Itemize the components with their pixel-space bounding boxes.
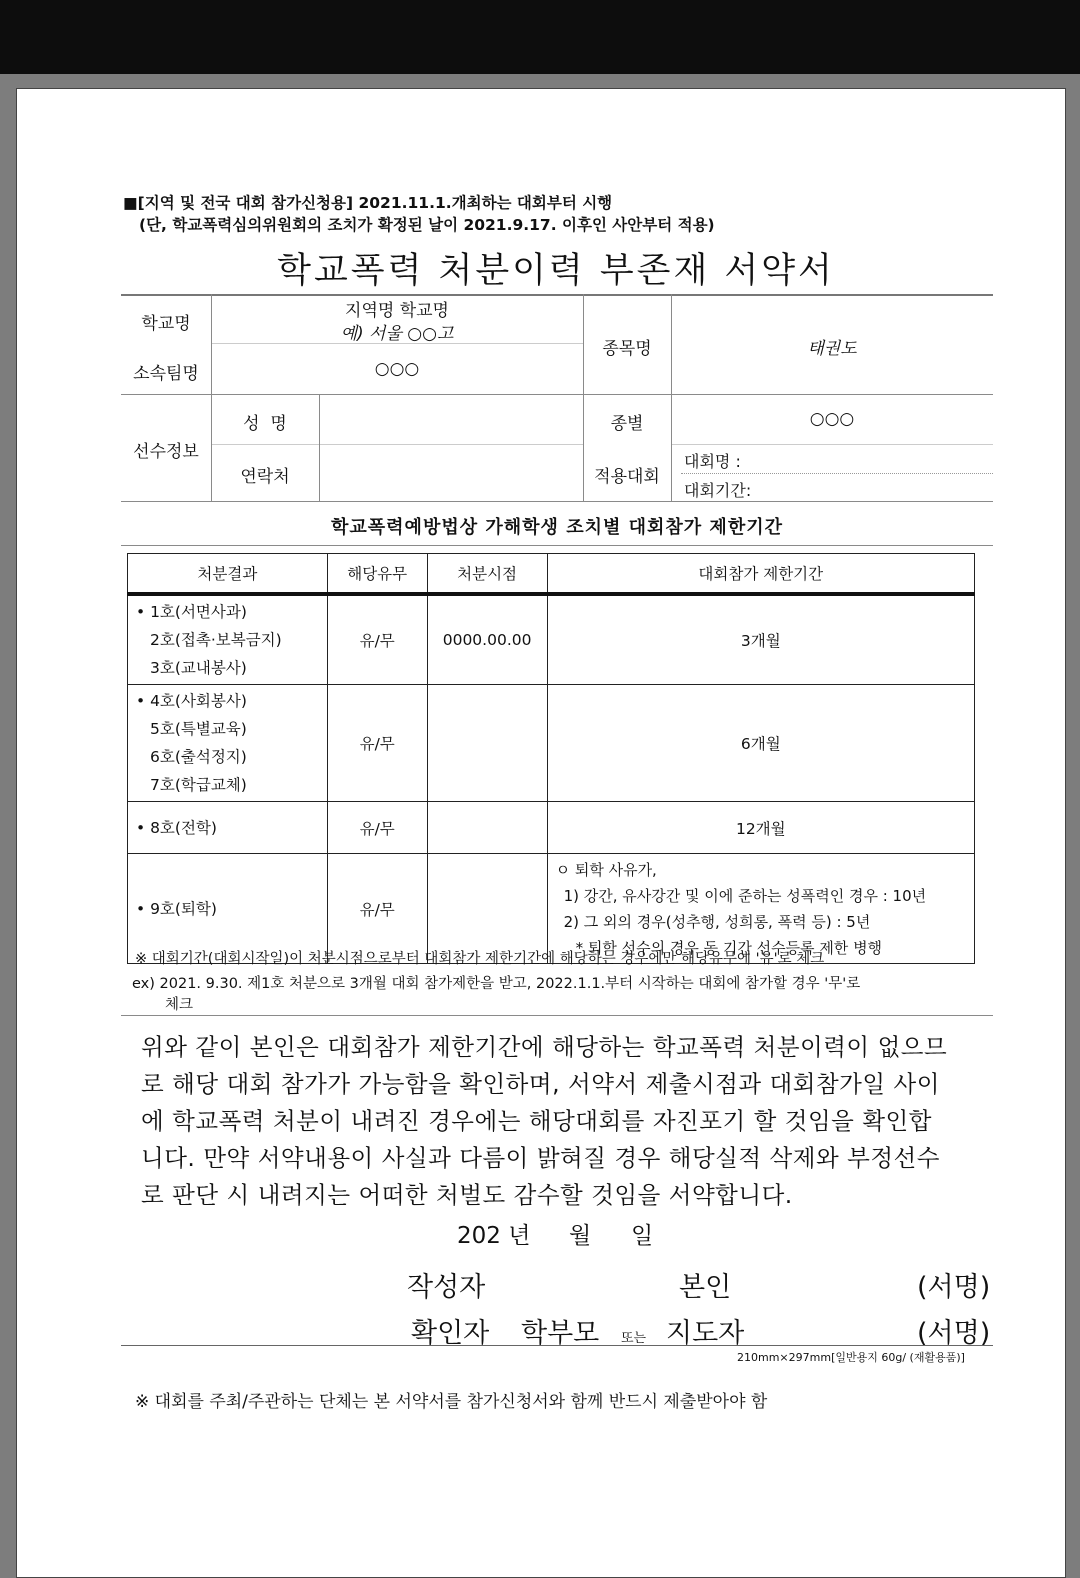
team-value: ○○○ xyxy=(374,359,420,379)
table-header-row xyxy=(128,554,975,595)
confirmer-label: 확인자 xyxy=(411,1318,490,1349)
table-row xyxy=(128,685,975,802)
pledge-line-4: 니다. 만약 서약내용이 사실과 다름이 밝혀질 경우 해당실적 삭제와 부정선수 xyxy=(141,1144,940,1172)
sport-value: 태권도 xyxy=(807,339,857,359)
school-value-line-2: 예) 서울 ○○고 xyxy=(340,324,454,344)
signature-rule xyxy=(121,1345,993,1346)
header-restriction-period: 대회참가 제한기간 xyxy=(547,554,974,595)
applicable-cell[interactable]: 유/무 xyxy=(327,594,427,685)
header-disposition: 처분결과 xyxy=(128,554,328,595)
note-line-2: ex) 2021. 9.30. 제1호 처분으로 3개월 대회 참가제한을 받고, 2022.1.1.부터 시작하는 대회에 참가할 경우 '무'로 xyxy=(132,976,861,992)
top-bar xyxy=(0,0,1080,74)
competition-period-label: 대회기간: xyxy=(684,481,752,500)
applicable-cell[interactable]: 유/무 xyxy=(327,802,427,854)
notice-line-2: (단, 학교폭력심의위원회의 조치가 확정된 날이 2021.9.17. 이후인 사안부터 적용) xyxy=(139,216,715,234)
note-line-3: 체크 xyxy=(165,997,194,1013)
period-cell: 6개월 xyxy=(547,685,974,802)
section-title: 학교폭력예방법상 가해학생 조치별 대회참가 제한기간 xyxy=(331,517,783,538)
document-title: 학교폭력 처분이력 부존재 서약서 xyxy=(277,251,835,291)
pledge-line-1: 위와 같이 본인은 대회참가 제한기간에 해당하는 학교폭력 처분이력이 없으므 xyxy=(141,1033,948,1061)
pledge-line-5: 로 판단 시 내려지는 어떠한 처벌도 감수할 것임을 서약합니다. xyxy=(141,1181,793,1209)
period-cell: 3개월 xyxy=(547,594,974,685)
disposition-item: • 1호(서면사과) xyxy=(136,603,247,621)
contact-label: 연락처 xyxy=(240,467,290,487)
expulsion-reason-line: * 퇴학 선수의 경우 동 기간 선수등록 제한 병행 xyxy=(575,938,883,957)
table-row xyxy=(128,854,975,964)
date-year[interactable]: 202 년 xyxy=(457,1223,531,1249)
disposition-cell xyxy=(128,802,328,854)
notice-line-1: ■[지역 및 전국 대회 참가신청용] 2021.11.1.개최하는 대회부터 시행 xyxy=(123,194,613,212)
date-cell[interactable] xyxy=(427,802,547,854)
note-line-1: ※ 대회기간(대회시작일)이 처분시점으로부터 대회참가 제한기간에 해당하는 경우에만 해당유무에 '유'로 체크 xyxy=(135,951,825,967)
event-value: ○○○ xyxy=(809,409,855,429)
date-month[interactable]: 월 xyxy=(569,1223,592,1249)
team-label: 소속팀명 xyxy=(133,364,199,384)
disposition-item: 2호(접촉·보복금지) xyxy=(150,631,282,649)
pledge-line-3: 에 학교폭력 처분이 내려진 경우에는 해당대회를 자진포기 할 것임을 확인합 xyxy=(141,1107,932,1135)
disposition-item: 3호(교내봉사) xyxy=(150,659,247,677)
disposition-item: 6호(출석정지) xyxy=(150,748,247,766)
disposition-cell xyxy=(128,685,328,802)
school-label: 학교명 xyxy=(141,314,191,334)
date-cell[interactable] xyxy=(427,854,547,964)
applicable-cell[interactable]: 유/무 xyxy=(327,854,427,964)
info-event-divider xyxy=(671,444,993,445)
name-label: 성 명 xyxy=(243,414,287,434)
disposition-item: • 4호(사회봉사) xyxy=(136,692,247,710)
event-label: 종별 xyxy=(610,414,644,434)
writer-signature[interactable]: (서명) xyxy=(917,1272,991,1303)
school-value-line-1: 지역명 학교명 xyxy=(345,301,449,321)
writer-role: 본인 xyxy=(679,1272,732,1303)
paper-spec: 210mm×297mm[일반용지 60g/ (재활용품)] xyxy=(737,1351,965,1364)
pledge-line-2: 로 해당 대회 참가가 가능함을 확인하며, 서약서 제출시점과 대회참가일 사이 xyxy=(141,1070,940,1098)
disposition-cell xyxy=(128,594,328,685)
date-cell[interactable]: 0000.00.00 xyxy=(427,594,547,685)
period-cell: 12개월 xyxy=(547,802,974,854)
athlete-label: 선수정보 xyxy=(133,442,199,462)
info-bottom-rule xyxy=(121,501,993,502)
header-disposition-date: 처분시점 xyxy=(427,554,547,595)
info-col-line-2 xyxy=(319,394,320,501)
writer-label: 작성자 xyxy=(407,1272,486,1303)
competition-name-label: 대회명 : xyxy=(684,452,741,471)
info-competition-dotted xyxy=(681,473,993,474)
restriction-table xyxy=(127,553,975,964)
expulsion-reason-line: ㅇ 퇴학 사유가, xyxy=(555,860,657,879)
disposition-cell xyxy=(128,854,328,964)
date-cell[interactable] xyxy=(427,685,547,802)
info-mid-rule xyxy=(121,394,993,395)
date-day[interactable]: 일 xyxy=(631,1223,654,1249)
table-row xyxy=(128,594,975,685)
expulsion-period-cell xyxy=(547,854,974,964)
disposition-item: • 9호(퇴학) xyxy=(136,899,217,918)
footer-note: ※ 대회를 주최/주관하는 단체는 본 서약서를 참가신청서와 함께 반드시 제출받아야 함 xyxy=(135,1392,768,1412)
section-rule xyxy=(121,545,993,546)
disposition-item: 5호(특별교육) xyxy=(150,720,247,738)
header-applicable: 해당유무 xyxy=(327,554,427,595)
sport-label: 종목명 xyxy=(602,339,652,359)
document-page xyxy=(16,88,1066,1578)
confirmer-signature[interactable]: (서명) xyxy=(917,1318,991,1349)
applicable-cell[interactable]: 유/무 xyxy=(327,685,427,802)
table-row xyxy=(128,802,975,854)
expulsion-reason-line: 1) 강간, 유사강간 및 이에 준하는 성폭력인 경우 : 10년 xyxy=(563,886,927,905)
confirmer-role-parent: 학부모 xyxy=(521,1318,600,1349)
info-col-line-4 xyxy=(671,294,672,501)
applied-competition-label: 적용대회 xyxy=(594,467,660,487)
disposition-item: • 8호(전학) xyxy=(136,818,217,837)
expulsion-reason-line: 2) 그 외의 경우(성추행, 성희롱, 폭력 등) : 5년 xyxy=(563,912,871,931)
notes-rule xyxy=(121,1015,993,1016)
disposition-item: 7호(학급교체) xyxy=(150,776,247,794)
confirmer-or: 또는 xyxy=(621,1331,647,1346)
confirmer-role-coach: 지도자 xyxy=(666,1318,745,1349)
info-athlete-divider xyxy=(211,444,583,445)
